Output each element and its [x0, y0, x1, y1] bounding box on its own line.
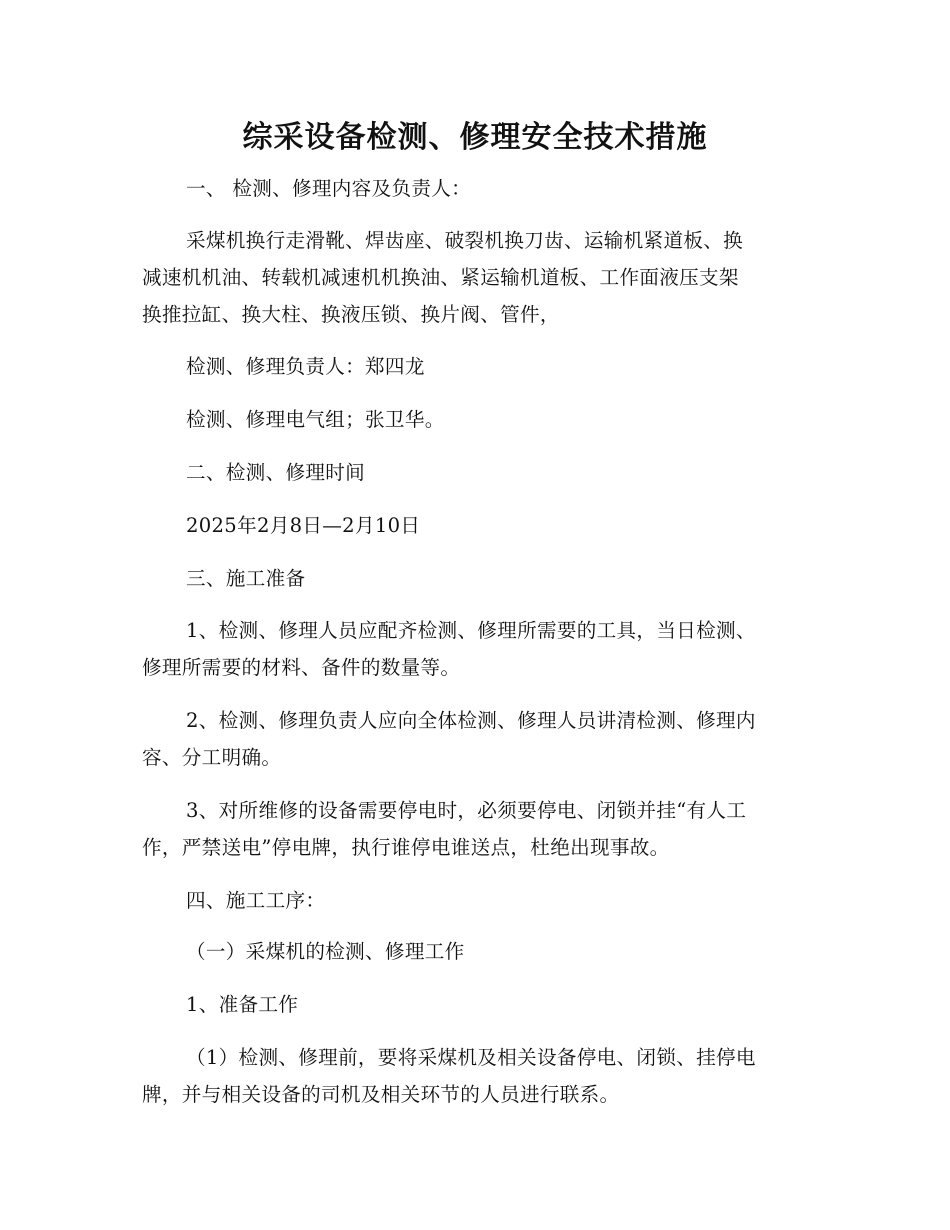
- paragraph-line: 检测、修理负责人：郑四龙: [186, 355, 425, 378]
- section-heading-4: 四、施工工序：: [186, 889, 326, 912]
- document-title: 综采设备检测、修理安全技术措施: [242, 120, 708, 155]
- section-heading-3: 三、施工准备: [186, 567, 306, 590]
- paragraph-line: 2、检测、修理负责人应向全体检测、修理人员讲清检测、修理内: [186, 709, 756, 732]
- subsection-heading: 1、准备工作: [186, 993, 299, 1016]
- paragraph-line: （1）检测、修理前，要将采煤机及相关设备停电、闭锁、挂停电: [186, 1046, 756, 1069]
- paragraph-line: 牌，并与相关设备的司机及相关环节的人员进行联系。: [142, 1083, 620, 1106]
- paragraph-line: 1、检测、修理人员应配齐检测、修理所需要的工具，当日检测、: [186, 619, 756, 642]
- paragraph-line: 2025年2月8日—2月10日: [186, 514, 421, 537]
- subsection-heading: （一）采煤机的检测、修理工作: [186, 940, 465, 963]
- paragraph-line: 换推拉缸、换大柱、换液压锁、换片阀、管件，: [142, 303, 560, 326]
- paragraph-line: 作，严禁送电”停电牌，执行谁停电谁送点，杜绝出现事故。: [142, 836, 670, 859]
- section-heading-2: 二、检测、修理时间: [186, 461, 366, 484]
- paragraph-line: 容、分工明确。: [142, 746, 282, 769]
- section-heading-1: 一、 检测、修理内容及负责人：: [186, 177, 472, 200]
- paragraph-line: 3、对所维修的设备需要停电时，必须要停电、闭锁并挂“有人工: [186, 799, 747, 822]
- paragraph-line: 修理所需要的材料、备件的数量等。: [142, 656, 461, 679]
- paragraph-line: 检测、修理电气组；张卫华。: [186, 408, 445, 431]
- paragraph-line: 采煤机换行走滑靴、焊齿座、破裂机换刀齿、运输机紧道板、换: [186, 229, 744, 252]
- paragraph-line: 减速机机油、转载机减速机机换油、紧运输机道板、工作面液压支架: [142, 266, 739, 289]
